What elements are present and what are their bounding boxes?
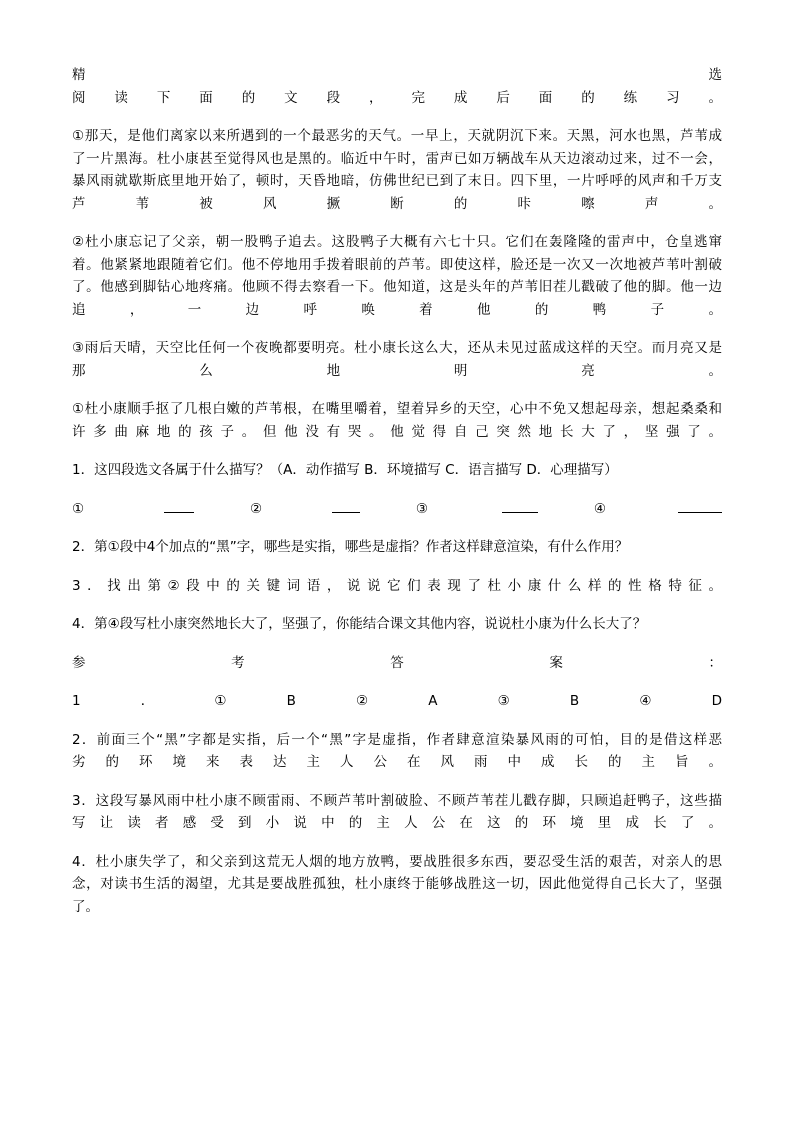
question-2: 2．第①段中4个加点的“黑”字，哪些是实指，哪些是虚指？作者这样肆意渲染，有什么作用？ (72, 539, 629, 555)
passage-paragraph-4 (72, 398, 722, 443)
answer-blank[interactable] (678, 498, 722, 513)
answer-blank[interactable] (502, 498, 538, 513)
passage-line: ①那天，是他们离家以来所遇到的一个最恶劣的天气。一早上，天就阴沉下来。天黑，河水也黑，芦苇成 (72, 128, 722, 144)
document-page (72, 64, 722, 918)
answer-token: ① (214, 693, 227, 709)
passage-paragraph-1 (72, 125, 722, 215)
passage-line: 着。他紧紧地跟随着它们。他不停地用手拨着眼前的芦苇。即使这样，脸还是一次又一次地被芦苇叶割破 (72, 256, 722, 273)
blank-label: ④ (593, 500, 606, 517)
blank-label: ② (249, 500, 263, 517)
passage-line: 暴风雨就歇斯底里地开始了，顿时，天昏地暗，仿佛世纪已到了末日。四下里，一片呼呼的风声和千万支 (72, 173, 722, 189)
answer-blank[interactable] (164, 498, 194, 513)
answer-line: 4．杜小康失学了，和父亲到这荒无人烟的地方放鸭，要战胜很多东西，要忍受生活的艰苦，对亲人的思 (72, 853, 722, 870)
answer-token: ． (140, 693, 155, 709)
answer-line: 写让读者感受到小说中的主人公在这的环境里成长了。 (72, 815, 722, 831)
answer-line: 2．前面三个“黑”字都是实指，后一个“黑”字是虚指，作者肆意渲染暴风雨的可怕，目的是借这样恶 (72, 731, 722, 748)
answer-token: B (286, 693, 296, 709)
answer-4 (72, 851, 722, 919)
question-4: 4．第④段写杜小康突然地长大了，坚强了，你能结合课文其他内容，说说杜小康为什么长大了？ (72, 616, 647, 632)
answer-2 (72, 729, 722, 774)
answer-token: ② (356, 693, 369, 709)
answer-token: D (711, 693, 722, 709)
passage-line: ①杜小康顺手抠了几根白嫩的芦苇根，在嘴里嚼着，望着异乡的天空，心中不免又想起母亲，想起桑桑和 (72, 401, 722, 417)
answer-token: A (428, 693, 438, 709)
answer-title: 参考答案： (72, 654, 722, 671)
answer-line: 念，对读书生活的渴望，尤其是要战胜孤独，杜小康终于能够战胜这一切，因此他觉得自己长大了，坚强 (72, 876, 722, 892)
answer-1-row (72, 690, 722, 713)
passage-paragraph-2 (72, 231, 722, 321)
answer-blank[interactable] (332, 498, 360, 513)
answer-line: 了。 (72, 898, 99, 915)
question-1-answer-blanks (72, 498, 722, 521)
blank-label: ③ (415, 500, 429, 517)
answer-token: B (569, 693, 580, 709)
passage-line: ③雨后天晴，天空比任何一个夜晚都要明亮。杜小康长这么大，还从未见过蓝成这样的天空。而月亮又是 (72, 340, 722, 356)
answer-token: ③ (497, 693, 510, 709)
answer-token: ④ (639, 693, 652, 709)
question-1: 1．这四段选文各属于什么描写？（A．动作描写 B．环境描写 C．语言描写 D．心理描写） (72, 462, 618, 478)
answer-line: 3．这段写暴风雨中杜小康不顾雷雨、不顾芦苇叶割破脸、不顾芦苇茬儿戳存脚，只顾追赶鸭子，这些描 (72, 792, 722, 809)
passage-paragraph-3 (72, 337, 722, 382)
passage-line: 了一片黑海。杜小康甚至觉得风也是黑的。临近中午时，雷声已如万辆战车从天边滚动过来，过不一会， (72, 150, 722, 167)
passage-line: 那么地明亮。 (72, 362, 722, 379)
passage-line: ②杜小康忘记了父亲，朝一股鸭子追去。这股鸭子大概有六七十只。它们在轰隆隆的雷声中，仓皇逃窜 (72, 234, 722, 250)
passage-line: 了。他感到脚钻心地疼痛。他顾不得去察看一下。他知道，这是头年的芦苇旧茬儿戳破了他的脚。他一边 (72, 279, 722, 295)
blank-label: ① (72, 500, 85, 517)
title-line: 精 选 (72, 67, 722, 83)
question-3: 3．找出第②段中的关键词语，说说它们表现了杜小康什么样的性格特征。 (72, 577, 722, 594)
answer-3 (72, 790, 722, 835)
passage-line: 追，一边呼唤着他的鸭子。 (72, 301, 722, 318)
instruction-heading: 阅读下面的文段，完成后面的练习。 (72, 89, 722, 106)
passage-line: 许多曲麻地的孩子。但他没有哭。他觉得自己突然地长大了，坚强了。 (72, 423, 722, 440)
answer-line: 劣的环境来表达主人公在风雨中成长的主旨。 (72, 754, 722, 770)
answer-token: 1 (72, 693, 81, 709)
passage-line: 芦苇被风撅断的咔嚓声。 (72, 195, 722, 212)
